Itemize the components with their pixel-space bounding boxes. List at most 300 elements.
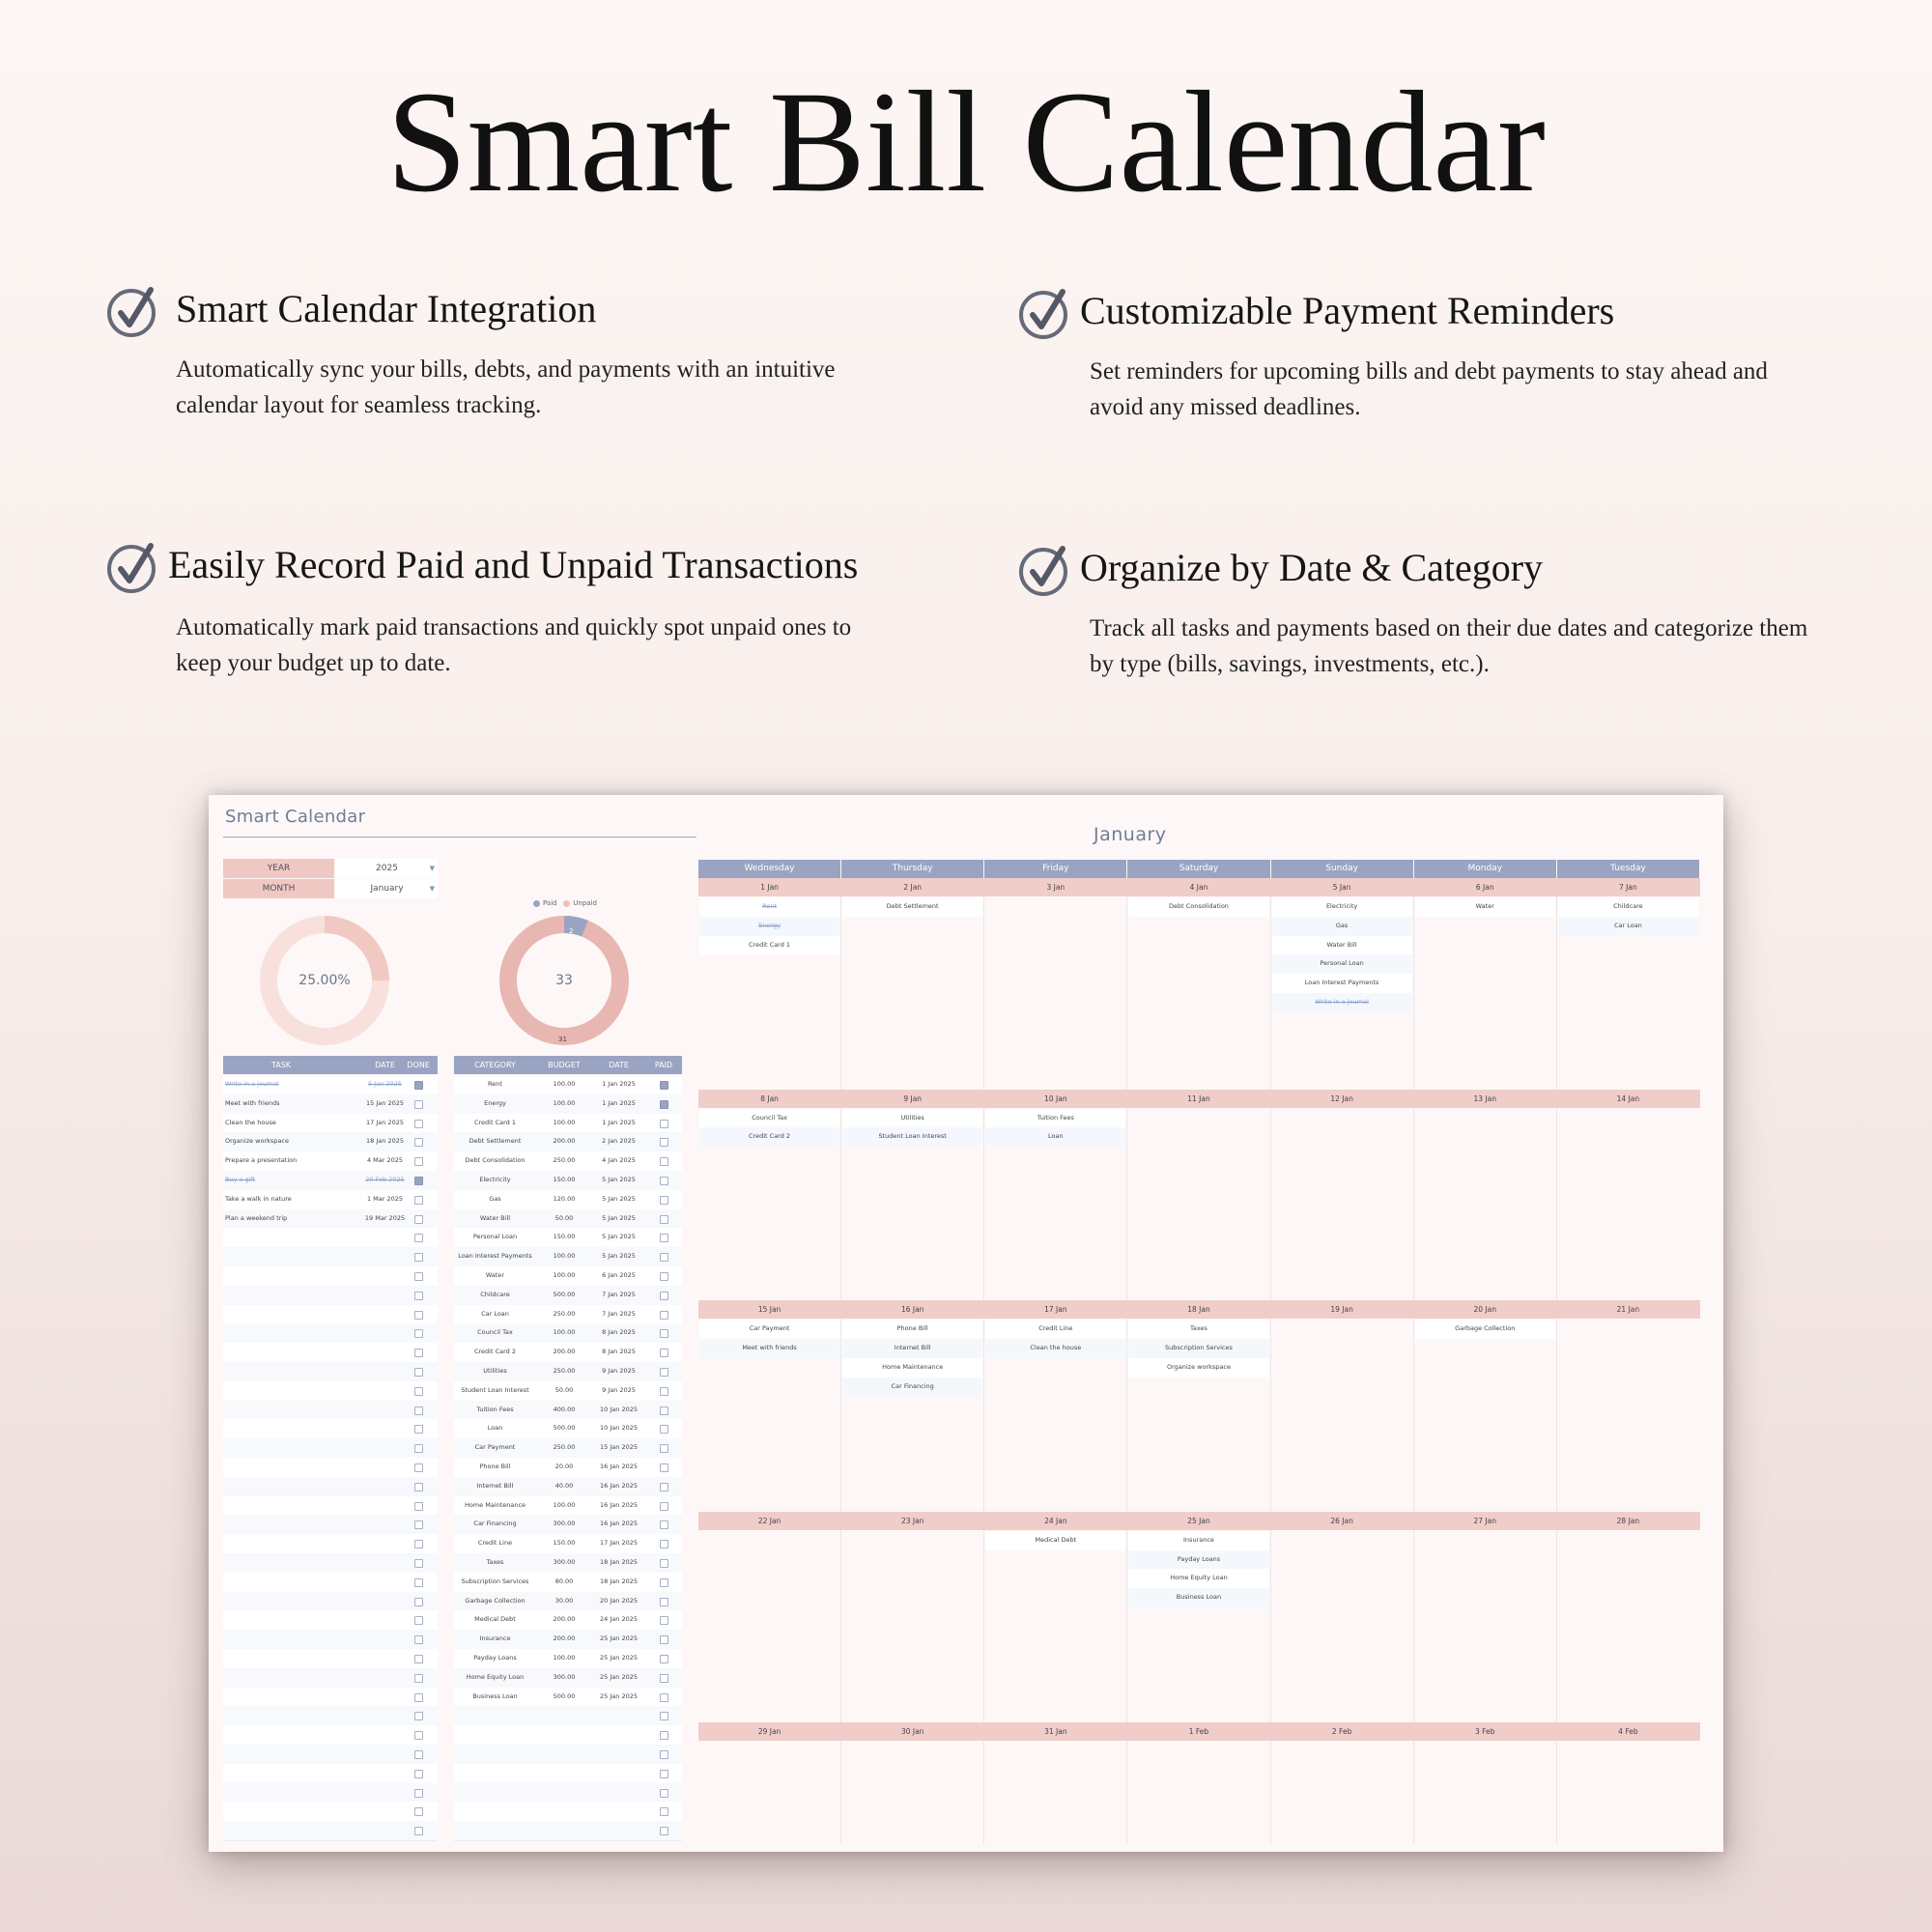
date-cell[interactable]: 5 Jan (1271, 878, 1413, 896)
checkbox[interactable] (660, 1406, 668, 1415)
calendar-entry[interactable]: Rent (699, 897, 839, 917)
table-row (454, 1151, 682, 1172)
checkbox[interactable] (660, 1674, 668, 1683)
calendar-entry[interactable]: Clean the house (985, 1339, 1125, 1358)
checkbox[interactable] (414, 1750, 423, 1759)
date-cell[interactable]: 18 Jan (1127, 1300, 1269, 1319)
column-header: BUDGET (548, 1061, 581, 1069)
cell-b: 100.00 (553, 1080, 576, 1088)
table-row (454, 1438, 682, 1459)
checkbox[interactable] (660, 1635, 668, 1644)
cell-b: 100.00 (553, 1500, 576, 1509)
checkbox[interactable] (414, 1635, 423, 1644)
cell-task: Organize workspace (225, 1137, 289, 1146)
cell-task: Clean the house (225, 1118, 276, 1126)
checkbox[interactable] (660, 1807, 668, 1816)
checkbox[interactable] (414, 1598, 423, 1606)
day-header: Monday (1414, 860, 1556, 878)
table-row (223, 1075, 438, 1095)
cell-c: Car Financing (473, 1520, 517, 1528)
table-row (223, 1515, 438, 1535)
date-cell[interactable]: 12 Jan (1271, 1090, 1413, 1108)
table-row (223, 1132, 438, 1152)
table-row (223, 1305, 438, 1325)
cell-d: 5 Jan 2025 (602, 1233, 636, 1241)
column-header: DATE (609, 1061, 629, 1069)
cell-date: 15 Jan 2025 (366, 1098, 404, 1107)
date-cell[interactable]: 30 Jan (841, 1722, 983, 1741)
checkbox[interactable] (660, 1578, 668, 1587)
calendar-entry[interactable]: Energy (699, 917, 839, 936)
date-cell[interactable]: 23 Jan (841, 1512, 983, 1530)
cell-c: Debt Settlement (469, 1137, 522, 1146)
checkbox[interactable] (660, 1253, 668, 1262)
checkbox[interactable] (660, 1520, 668, 1529)
date-cell[interactable]: 14 Jan (1557, 1090, 1699, 1108)
cell-b: 100.00 (553, 1271, 576, 1279)
checkbox[interactable] (660, 1329, 668, 1338)
checkbox[interactable] (414, 1827, 423, 1835)
date-cell[interactable]: 9 Jan (841, 1090, 983, 1108)
table-row (223, 1706, 438, 1726)
cell-date: 5 Jan 2025 (368, 1080, 402, 1088)
month-title: January (1094, 824, 1167, 845)
checkbox[interactable] (660, 1349, 668, 1357)
date-cell[interactable]: 1 Feb (1127, 1722, 1269, 1741)
checkbox[interactable] (414, 1157, 423, 1166)
checkbox[interactable] (660, 1272, 668, 1281)
table-row (223, 1362, 438, 1382)
checkbox[interactable] (660, 1655, 668, 1663)
cell-b: 250.00 (553, 1367, 576, 1375)
table-row (223, 1477, 438, 1497)
table-row (223, 1419, 438, 1439)
calendar-entry[interactable]: Car Loan (1558, 917, 1698, 936)
feature-description: Automatically mark paid transactions and quickly spot unpaid ones to keep your budget up to date. (176, 614, 852, 676)
cell-c: Loan Interest Payments (458, 1252, 532, 1261)
checkbox[interactable] (414, 1406, 423, 1415)
cell-d: 2 Jan 2025 (602, 1137, 636, 1146)
date-cell[interactable]: 29 Jan (698, 1722, 840, 1741)
checkbox[interactable] (414, 1368, 423, 1377)
checkbox[interactable] (660, 1387, 668, 1396)
table-row (454, 1458, 682, 1478)
column-divider (840, 878, 841, 1844)
date-cell[interactable]: 3 Jan (984, 878, 1126, 896)
calendar-entry[interactable]: Credit Card 1 (699, 936, 839, 955)
cell-c: Subscription Services (461, 1577, 529, 1585)
checkbox[interactable] (414, 1578, 423, 1587)
checkbox[interactable] (414, 1425, 423, 1434)
checkbox[interactable] (660, 1712, 668, 1720)
cell-date: 18 Jan 2025 (366, 1137, 404, 1146)
table-row (223, 1610, 438, 1631)
dropdown-arrow-icon[interactable]: ▼ (429, 885, 435, 893)
cell-d: 5 Jan 2025 (602, 1252, 636, 1261)
checkbox[interactable] (414, 1559, 423, 1568)
date-cell[interactable]: 27 Jan (1414, 1512, 1556, 1530)
column-header: TASK (270, 1061, 292, 1069)
cell-c: Electricity (479, 1176, 511, 1183)
checkbox[interactable] (660, 1081, 668, 1090)
legend-dot-paid (533, 900, 540, 907)
cell-d: 18 Jan 2025 (600, 1577, 638, 1585)
feature-description: Track all tasks and payments based on their due dates and categorize them by type (bills, savings, investments, etc.). (1090, 615, 1808, 677)
progress-percent: 25.00% (298, 973, 351, 988)
date-cell[interactable]: 26 Jan (1271, 1512, 1413, 1530)
checkbox[interactable] (414, 1807, 423, 1816)
cell-c: Tuition Fees (476, 1405, 514, 1413)
cell-d: 24 Jan 2025 (600, 1615, 638, 1624)
year-value[interactable]: 2025 (336, 859, 438, 878)
checkbox[interactable] (660, 1196, 668, 1205)
calendar-entry[interactable]: Payday Loans (1128, 1550, 1268, 1570)
cell-b: 50.00 (554, 1213, 574, 1222)
checkbox[interactable] (414, 1540, 423, 1548)
date-cell[interactable]: 3 Feb (1414, 1722, 1556, 1741)
date-cell[interactable]: 16 Jan (841, 1300, 983, 1319)
table-row (223, 1209, 438, 1230)
checkbox[interactable] (660, 1177, 668, 1185)
checkbox[interactable] (660, 1120, 668, 1128)
column-divider (1556, 878, 1557, 1844)
column-header: CATEGORY (474, 1061, 516, 1069)
checkbox[interactable] (660, 1827, 668, 1835)
checkbox[interactable] (660, 1483, 668, 1492)
calendar-entry[interactable]: Taxes (1128, 1320, 1268, 1339)
table-row (454, 1783, 682, 1804)
checkbox[interactable] (660, 1100, 668, 1109)
cell-c: Car Loan (481, 1309, 509, 1318)
date-cell[interactable]: 25 Jan (1127, 1512, 1269, 1530)
table-row (454, 1764, 682, 1784)
calendar-entry[interactable]: Meet with friends (699, 1339, 839, 1358)
table-row (223, 1247, 438, 1267)
calendar-entry[interactable]: Organize workspace (1128, 1358, 1268, 1378)
cell-b: 150.00 (553, 1539, 576, 1548)
date-cell[interactable]: 11 Jan (1127, 1090, 1269, 1108)
calendar-entry[interactable]: Personal Loan (1272, 954, 1412, 974)
cell-date: 19 Mar 2025 (364, 1213, 406, 1222)
calendar-entry[interactable]: Debt Settlement (842, 897, 982, 917)
cell-d: 1 Jan 2025 (602, 1098, 636, 1107)
calendar-entry[interactable]: Home Equity Loan (1128, 1569, 1268, 1588)
cell-d: 5 Jan 2025 (602, 1176, 636, 1183)
table-row (454, 1592, 682, 1612)
table-row (454, 1075, 682, 1095)
table-row (454, 1668, 682, 1689)
date-cell[interactable]: 24 Jan (984, 1512, 1126, 1530)
checkbox[interactable] (414, 1311, 423, 1320)
checkbox[interactable] (414, 1100, 423, 1109)
calendar-entry[interactable]: Water (1415, 897, 1555, 917)
cell-c: Payday Loans (473, 1654, 517, 1662)
date-cell[interactable]: 13 Jan (1414, 1090, 1556, 1108)
date-cell[interactable]: 2 Feb (1271, 1722, 1413, 1741)
table-row (454, 1821, 682, 1841)
checkbox[interactable] (660, 1731, 668, 1740)
table-row (223, 1094, 438, 1115)
date-cell[interactable]: 28 Jan (1557, 1512, 1699, 1530)
calendar-entry[interactable]: Council Tax (699, 1109, 839, 1128)
date-cell[interactable]: 22 Jan (698, 1512, 840, 1530)
checkbox[interactable] (414, 1731, 423, 1740)
checkbox[interactable] (414, 1349, 423, 1357)
checkbox[interactable] (414, 1616, 423, 1625)
checkbox[interactable] (414, 1693, 423, 1702)
calendar-entry[interactable]: Insurance (1128, 1531, 1268, 1550)
calendar-entry[interactable]: Business Loan (1128, 1588, 1268, 1607)
checkbox[interactable] (414, 1502, 423, 1511)
cell-b: 100.00 (553, 1118, 576, 1126)
feature-title: Smart Calendar Integration (176, 287, 597, 330)
checkbox[interactable] (660, 1598, 668, 1606)
checkbox[interactable] (414, 1712, 423, 1720)
checkbox[interactable] (414, 1329, 423, 1338)
calendar-entry[interactable]: Utilities (842, 1109, 982, 1128)
calendar-entry[interactable]: Loan Interest Payments (1272, 974, 1412, 993)
checkbox[interactable] (660, 1559, 668, 1568)
calendar-entry[interactable]: Debt Consolidation (1128, 897, 1268, 917)
cell-b: 400.00 (553, 1405, 576, 1413)
calendar-entry[interactable]: Medical Debt (985, 1531, 1125, 1550)
checkbox[interactable] (660, 1750, 668, 1759)
cell-c: Phone Bill (479, 1463, 511, 1470)
checkbox[interactable] (414, 1789, 423, 1798)
cell-d: 15 Jan 2025 (600, 1443, 638, 1452)
cell-b: 500.00 (553, 1290, 576, 1298)
checkbox[interactable] (660, 1311, 668, 1320)
calendar-entry[interactable]: Credit Line (985, 1320, 1125, 1339)
cell-b: 300.00 (553, 1558, 576, 1566)
checkbox[interactable] (414, 1215, 423, 1224)
cell-b: 100.00 (553, 1098, 576, 1107)
cell-date: 20 Feb 2025 (365, 1176, 405, 1183)
cell-b: 200.00 (553, 1634, 576, 1643)
cell-d: 25 Jan 2025 (600, 1634, 638, 1643)
calendar-entry[interactable]: Loan (985, 1127, 1125, 1147)
table-row (454, 1477, 682, 1497)
unpaid-count-label: 31 (558, 1036, 567, 1043)
cell-c: Water (485, 1271, 505, 1279)
cell-d: 16 Jan 2025 (600, 1463, 638, 1470)
date-cell[interactable]: 1 Jan (698, 878, 840, 896)
checkbox[interactable] (660, 1425, 668, 1434)
chart-legend (533, 899, 597, 907)
table-row (223, 1534, 438, 1554)
check-circle-icon (106, 284, 160, 338)
checkbox[interactable] (660, 1292, 668, 1300)
date-cell[interactable]: 21 Jan (1557, 1300, 1699, 1319)
cell-b: 250.00 (553, 1443, 576, 1452)
checkbox[interactable] (414, 1253, 423, 1262)
checkbox[interactable] (414, 1272, 423, 1281)
cell-b: 100.00 (553, 1654, 576, 1662)
checkbox[interactable] (660, 1215, 668, 1224)
table-row (223, 1725, 438, 1746)
checkbox[interactable] (660, 1693, 668, 1702)
checkbox[interactable] (414, 1655, 423, 1663)
column-divider (1413, 878, 1414, 1844)
cell-b: 200.00 (553, 1615, 576, 1624)
checkbox[interactable] (414, 1770, 423, 1778)
cell-c: Rent (488, 1080, 502, 1088)
calendar-entry[interactable]: Tuition Fees (985, 1109, 1125, 1128)
calendar-entry[interactable]: Garbage Collection (1415, 1320, 1555, 1339)
checkbox[interactable] (414, 1292, 423, 1300)
cell-d: 4 Jan 2025 (602, 1156, 636, 1165)
table-row (454, 1114, 682, 1134)
feature-title: Customizable Payment Reminders (1080, 289, 1615, 332)
checkbox[interactable] (660, 1502, 668, 1511)
cell-d: 5 Jan 2025 (602, 1194, 636, 1203)
table-row (223, 1573, 438, 1593)
checkbox[interactable] (660, 1234, 668, 1242)
date-cell[interactable]: 8 Jan (698, 1090, 840, 1108)
table-row (223, 1438, 438, 1459)
cell-task: Prepare a presentation (225, 1156, 298, 1165)
cell-d: 10 Jan 2025 (600, 1405, 638, 1413)
date-cell[interactable]: 7 Jan (1557, 878, 1699, 896)
year-label: YEAR (223, 859, 334, 878)
cell-b: 30.00 (554, 1596, 574, 1605)
dropdown-arrow-icon[interactable]: ▼ (429, 865, 435, 872)
cell-d: 16 Jan 2025 (600, 1481, 638, 1490)
checkbox[interactable] (660, 1368, 668, 1377)
month-label: MONTH (223, 879, 334, 898)
cell-b: 40.00 (554, 1481, 574, 1490)
table-header (223, 1056, 438, 1074)
table-row (454, 1745, 682, 1765)
cell-task: Write in a journal (225, 1080, 279, 1088)
cell-d: 1 Jan 2025 (602, 1118, 636, 1126)
checkbox[interactable] (660, 1444, 668, 1453)
calendar-entry[interactable]: Car Payment (699, 1320, 839, 1339)
calendar-entry[interactable]: Water Bill (1272, 936, 1412, 955)
checkbox[interactable] (660, 1616, 668, 1625)
table-row (223, 1458, 438, 1478)
date-cell[interactable]: 4 Feb (1557, 1722, 1699, 1741)
cell-c: Business Loan (472, 1691, 518, 1700)
checkbox[interactable] (414, 1196, 423, 1205)
calendar-entry[interactable]: Phone Bill (842, 1320, 982, 1339)
cell-b: 250.00 (553, 1309, 576, 1318)
cell-b: 80.00 (554, 1577, 574, 1585)
date-cell[interactable]: 17 Jan (984, 1300, 1126, 1319)
cell-c: Gas (489, 1194, 501, 1203)
checkbox[interactable] (660, 1138, 668, 1147)
calendar-entry[interactable]: Home Maintenance (842, 1358, 982, 1378)
checkbox[interactable] (660, 1789, 668, 1798)
calendar-entry[interactable]: Car Financing (842, 1378, 982, 1397)
table-row (223, 1266, 438, 1287)
table-row (223, 1190, 438, 1210)
table-row (454, 1190, 682, 1210)
column-divider (983, 878, 984, 1844)
cell-c: Taxes (486, 1558, 504, 1566)
cell-task: Take a walk in nature (225, 1194, 292, 1203)
feature-description: Set reminders for upcoming bills and debt payments to stay ahead and avoid any missed deadlines. (1090, 358, 1768, 420)
cell-d: 7 Jan 2025 (602, 1309, 636, 1318)
checkbox[interactable] (414, 1520, 423, 1529)
cell-b: 150.00 (553, 1233, 576, 1241)
checkbox[interactable] (414, 1138, 423, 1147)
checkbox[interactable] (414, 1120, 423, 1128)
cell-c: Personal Loan (472, 1233, 518, 1241)
calendar-entry[interactable]: Electricity (1272, 897, 1412, 917)
checkbox[interactable] (660, 1463, 668, 1472)
checkbox[interactable] (660, 1770, 668, 1778)
table-row (223, 1802, 438, 1822)
checkbox[interactable] (414, 1081, 423, 1090)
checkbox[interactable] (414, 1444, 423, 1453)
date-cell[interactable]: 6 Jan (1414, 878, 1556, 896)
cell-d: 5 Jan 2025 (602, 1213, 636, 1222)
date-cell[interactable]: 15 Jan (698, 1300, 840, 1319)
paid-unpaid-donut (497, 913, 632, 1048)
cell-c: Water Bill (479, 1213, 511, 1222)
cell-d: 9 Jan 2025 (602, 1385, 636, 1394)
calendar-entry[interactable]: Internet Bill (842, 1339, 982, 1358)
date-cell[interactable]: 4 Jan (1127, 878, 1269, 896)
column-divider (1126, 878, 1127, 1844)
cell-task: Meet with friends (225, 1098, 280, 1107)
checkbox[interactable] (414, 1177, 423, 1185)
table-row (454, 1573, 682, 1593)
cell-task: Buy a gift (225, 1176, 256, 1183)
calendar-entry[interactable]: Subscription Services (1128, 1339, 1268, 1358)
date-cell[interactable]: 20 Jan (1414, 1300, 1556, 1319)
checkbox[interactable] (414, 1234, 423, 1242)
cell-b: 500.00 (553, 1424, 576, 1433)
day-header: Tuesday (1557, 860, 1699, 878)
calendar-entry[interactable]: Credit Card 2 (699, 1127, 839, 1147)
legend-paid: Paid (543, 899, 557, 907)
checkbox[interactable] (414, 1674, 423, 1683)
checkbox[interactable] (660, 1540, 668, 1548)
month-value[interactable]: January (336, 879, 438, 898)
column-header: PAID (654, 1061, 673, 1069)
check-circle-icon (1018, 286, 1072, 340)
cell-c: Credit Card 1 (473, 1118, 517, 1126)
calendar-entry[interactable]: Student Loan Interest (842, 1127, 982, 1147)
checkbox[interactable] (414, 1483, 423, 1492)
table-row (454, 1305, 682, 1325)
date-cell[interactable]: 2 Jan (841, 878, 983, 896)
day-header: Saturday (1127, 860, 1269, 878)
table-row (454, 1802, 682, 1822)
table-row (454, 1362, 682, 1382)
calendar-entry[interactable]: Gas (1272, 917, 1412, 936)
calendar-entry[interactable]: Childcare (1558, 897, 1698, 917)
checkbox[interactable] (414, 1387, 423, 1396)
cell-c: Student Loan Interest (461, 1385, 529, 1394)
year-selector[interactable] (223, 859, 438, 878)
date-cell[interactable]: 19 Jan (1271, 1300, 1413, 1319)
table-row (454, 1094, 682, 1115)
cell-d: 25 Jan 2025 (600, 1654, 638, 1662)
column-header: DATE (375, 1061, 395, 1069)
calendar-entry[interactable]: Write in a journal (1272, 993, 1412, 1012)
date-cell[interactable]: 10 Jan (984, 1090, 1126, 1108)
table-row (454, 1228, 682, 1248)
checkbox[interactable] (414, 1463, 423, 1472)
checkbox[interactable] (660, 1157, 668, 1166)
month-selector[interactable] (223, 879, 438, 898)
cell-d: 16 Jan 2025 (600, 1520, 638, 1528)
date-cell[interactable]: 31 Jan (984, 1722, 1126, 1741)
feature-title: Easily Record Paid and Unpaid Transactions (168, 543, 859, 586)
